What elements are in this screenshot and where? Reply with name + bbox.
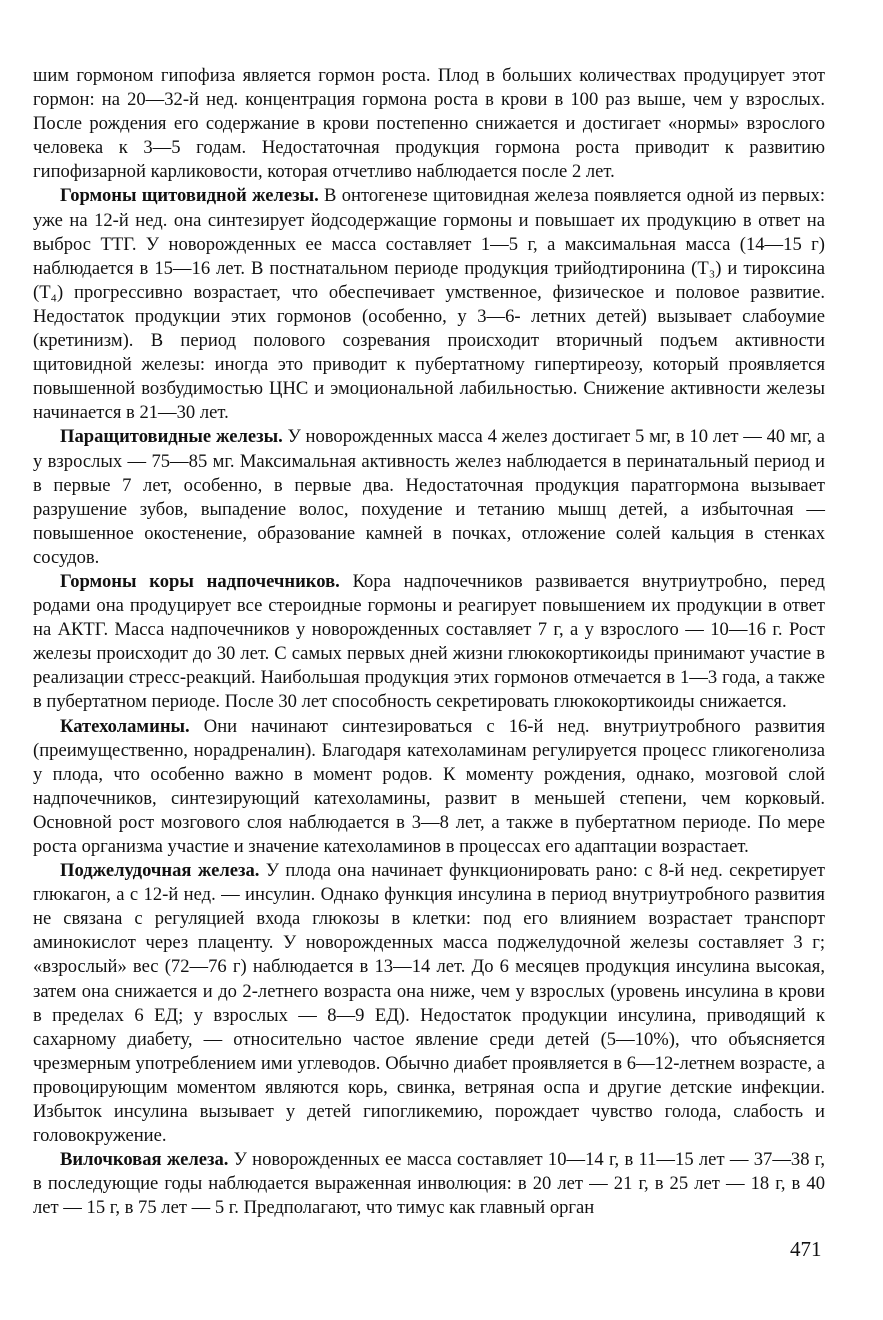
paragraph-text: У новорожденных ее масса составляет 10—14 г, в 11—15 лет — 37—38 г, в последующие годы наблюдается выраженная инволюция: в 20 лет — 21 г, в 25 лет — 18 г, в 40 лет — 15 г, в 75 лет — 5 г. Предполагают, что тимус как главный орган — [33, 1149, 825, 1219]
paragraph-catecholamines — [33, 715, 825, 860]
paragraph-heading: Гормоны коры надпочечников. — [60, 570, 340, 592]
paragraph-text: В онтогенезе щитовидная железа появляется одной из первых: уже на 12-й нед. она синтезирует йодсодержащие гормоны и повышает их продукцию в ответ на выброс ТТГ. У новорожденных ее масса составляет 1—5 г, а максимальная масса (14—15 г) наблюдается в 15—16 лет. В постнатальном периоде продукция трийодтиронина (Т₃) и тироксина (Т₄) прогрессивно возрастает, что обеспечивает умственное, физическое и половое развитие. Недостаток продукции этих гормонов (особенно, у 3—6- летних детей) вызывает слабоумие (кретинизм). В период полового созревания происходит вторичный подъем активности щитовидной железы: иногда это приводит к пубертатному гипертиреозу, который проявляется повышенной возбудимостью ЦНС и эмоциональной лабильностью. Снижение активности железы начинается в 21—30 лет. — [33, 185, 825, 424]
paragraph-text: У плода она начинает функционировать рано: с 8-й нед. секретирует глюкагон, а с 12-й нед. — инсулин. Однако функция инсулина в период внутриутробного развития не связана с регуляцией входа глюкозы в клетки: под его влиянием возрастает транспорт аминокислот через плаценту. У новорожденных масса поджелудочной железы составляет 3 г; «взрослый» вес (72—76 г) наблюдается в 13—14 лет. До 6 месяцев продукция инсулина высокая, затем она снижается и до 2-летнего возраста она ниже, чем у взрослых (уровень инсулина в крови в пределах 6 ЕД; у взрослых — 8—9 ЕД). Недостаток продукции инсулина, приводящий к сахарному диабету, — относительно частое явление среди детей (5—10%), что объясняется чрезмерным употреблением ими углеводов. Обычно диабет проявляется в 6—12-летнем возрасте, а провоцирующим моментом являются корь, свинка, ветряная оспа и другие детские инфекции. Избыток инсулина вызывает у детей гипогликемию, порождает чувство голода, слабость и головокружение. — [33, 860, 825, 1147]
paragraph-heading: Паращитовидные железы. — [60, 426, 283, 448]
paragraph-thymus — [33, 1148, 825, 1220]
paragraph-parathyroid — [33, 425, 825, 570]
paragraph-text: шим гормоном гипофиза является гормон роста. Плод в больших количествах продуцирует этот гормон: на 20—32-й нед. концентрация гормона роста в крови в 100 раз выше, чем у взрослых. После рождения его содержание в крови постепенно снижается и достигает «нормы» взрослого человека к 3—5 годам. Недостаточная продукция гормона роста приводит к развитию гипофизарной карликовости, которая отчетливо наблюдается после 2 лет. — [33, 65, 825, 183]
paragraph-heading: Гормоны щитовидной железы. — [60, 185, 319, 207]
page-number: 471 — [790, 1237, 822, 1261]
paragraph-thyroid — [33, 184, 825, 425]
paragraph-growth-hormone — [33, 64, 825, 184]
paragraph-text: Кора надпочечников развивается внутриутробно, перед родами она продуцирует все стероидные гормоны и реагирует повышением их продукции в ответ на АКТГ. Масса надпочечников у новорожденных составляет 7 г, а у взрослого — 10—16 г. Рост железы происходит до 30 лет. С самых первых дней жизни глюкокортикоиды принимают участие в реализации стресс-реакций. Наибольшая продукция этих гормонов отмечается в 1—3 года, а также в пубертатном периоде. После 30 лет способность секретировать глюкокортикоиды снижается. — [33, 570, 825, 713]
paragraph-heading: Катехоламины. — [60, 715, 190, 737]
paragraph-heading: Вилочковая железа. — [60, 1149, 229, 1171]
paragraph-adrenal-cortex — [33, 570, 825, 715]
paragraph-heading: Поджелудочная железа. — [60, 860, 260, 882]
paragraph-text: У новорожденных масса 4 желез достигает 5 мг, в 10 лет — 40 мг, а у взрослых — 75—85 мг. Максимальная активность желез наблюдается в перинатальный период и в первые 7 лет, особенно, в первые два. Недостаточная продукция паратгормона вызывает разрушение зубов, выпадение волос, похудение и тетанию мышц детей, а избыточная — повышенное окостенение, образование камней в почках, отложение солей кальция в стенках сосудов. — [33, 426, 825, 568]
paragraph-pancreas — [33, 859, 825, 1148]
paragraph-text: Они начинают синтезироваться с 16-й нед. внутриутробного развития (преимущественно, норадреналин). Благодаря катехоламинам регулируется процесс гликогенолиза у плода, что особенно важно в момент родов. К моменту рождения, однако, мозговой слой надпочечников, синтезирующий катехоламины, развит в меньшей степени, чем корковый. Основной рост мозгового слоя наблюдается в 3—8 лет, а также в пубертатном периоде. По мере роста организма участие и значение катехоламинов в процессах его адаптации возрастает. — [33, 715, 825, 857]
